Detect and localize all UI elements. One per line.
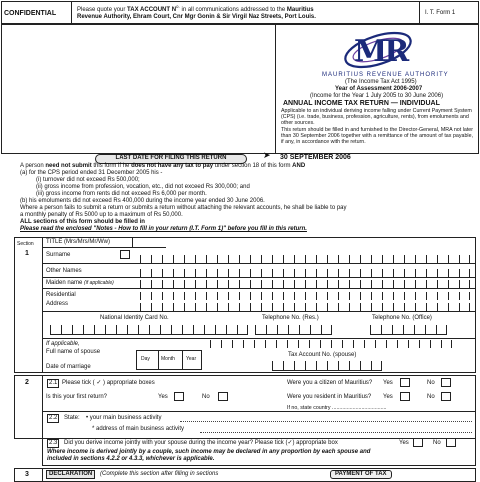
joint-yes-checkbox[interactable] (413, 438, 423, 447)
maiden-name-grid[interactable] (140, 280, 470, 288)
section-1-number: 1 (25, 250, 29, 257)
nic-label: National Identity Card No. (100, 315, 169, 321)
citizen-yes-checkbox[interactable] (400, 378, 410, 387)
joint-no-label: No (433, 440, 441, 446)
main-business-label: • your main business activity (86, 415, 162, 421)
deadline-label: LAST DATE FOR FILING THIS RETURN (95, 154, 247, 164)
first-no-checkbox[interactable] (218, 392, 228, 401)
citizen-yes-label: Yes (383, 380, 393, 386)
citizen-no-label: No (427, 380, 435, 386)
section-2-number: 2 (25, 379, 29, 386)
tel-office-grid[interactable] (370, 325, 447, 335)
s23-label: 2.3 (49, 440, 58, 446)
joint-yes-label: Yes (399, 440, 409, 446)
title-underline (42, 247, 166, 248)
spouse-tan-grid[interactable] (272, 361, 382, 371)
resident-yes-label: Yes (383, 394, 393, 400)
first-yes-label: Yes (158, 394, 168, 400)
residential-label: Residential (46, 292, 76, 298)
filing-note: This return should be filled in and furnished to the Director-General, MRA not later than 30 September 2006 together with a remittance of the amount of tax payable, if any, in accordance with the return. (281, 127, 473, 146)
logo-letters: MR (354, 34, 407, 69)
surname-label: Surname (46, 252, 71, 258)
other-names-underline (42, 277, 476, 278)
joint-no-checkbox[interactable] (446, 438, 456, 447)
tick-instruction: Please tick ( ✓ ) appropriate boxes (62, 380, 155, 386)
resident-yes-checkbox[interactable] (400, 392, 410, 401)
title-divider (132, 237, 133, 247)
address-grid-1[interactable] (140, 292, 470, 300)
nic-grid[interactable] (50, 325, 248, 335)
section-3-number: 3 (25, 471, 29, 478)
if-no-country: If no, state country ..................................... (287, 405, 387, 411)
resident-no-checkbox[interactable] (441, 392, 451, 401)
deadline-arrow-icon: ➤ (263, 151, 271, 161)
maiden-name-label: Maiden name (if applicable) (46, 280, 114, 286)
id-row-underline (42, 338, 476, 339)
first-no-label: No (202, 394, 210, 400)
tel-res-grid[interactable] (255, 325, 332, 335)
date-divider-1 (158, 350, 159, 370)
business-address-label: * address of main business activity (92, 426, 185, 432)
applicable-note: Applicable to an individual deriving income falling under Current Payment System (CPS) (i.e. trade, business, profession, agriculture, rents), from emoluments and other sources. (281, 108, 472, 127)
citizen-question: Were you a citizen of Mauritius? (287, 380, 373, 386)
state-label: State: (64, 415, 80, 421)
deadline-date: 30 SEPTEMBER 2006 (280, 154, 351, 161)
business-address-field[interactable] (200, 432, 472, 433)
spouse-name-grid[interactable] (210, 340, 452, 348)
spouse-name-label: Full name of spouse (46, 349, 101, 355)
income-period: (Income for the Year 1 July 2005 to 30 June 2006) (310, 93, 444, 99)
income-tax-act: (The Income Tax Act 1995) (345, 79, 417, 85)
date-divider-2 (182, 350, 183, 370)
payment-of-tax-label: PAYMENT OF TAX (330, 470, 392, 479)
marriage-date-label: Date of marriage (46, 364, 91, 370)
other-names-label: Other Names (46, 268, 82, 274)
notes-block: A person need not submit this form if he does not have any tax to pay under section 18 of this form AND (a) for the CPS period ended 31 December 2005 his - (i) turnover did not exceed Rs 500,000; (ii) gross income from profession, vocation, etc., did not exceed Rs 300,000; and (iii) gross income from rents did not exceed Rs 6,000 per month. (b) his emoluments did not exceed Rs 400,000 during the income year ended 30 June 2006. Where a person fails to submit a return or submits a return without attaching the relevant accounts, he shall be liable to pay a monthly penalty of Rs 5000 up to a maximum of Rs 50,000. ALL sections of this form should be filled in Please read the enclosed "Notes - How to fill in your return (I.T. Form 1)" before you fill in this return. (20, 163, 347, 232)
surname-grid[interactable] (140, 255, 470, 263)
s22-rule (42, 411, 476, 412)
section-label: Section (17, 241, 34, 247)
year-label: Year (186, 356, 197, 362)
s22-label: 2.2 (49, 415, 58, 421)
confidential-label: CONFIDENTIAL (4, 10, 57, 17)
citizen-no-checkbox[interactable] (441, 378, 451, 387)
return-title: ANNUAL INCOME TAX RETURN — INDIVIDUAL (283, 100, 440, 107)
header-divider-2 (419, 1, 420, 24)
s21-label: 2.1 (49, 380, 58, 386)
day-label: Day (141, 356, 150, 362)
form-code: I. T. Form 1 (425, 10, 456, 16)
if-applicable-label: If applicable, (46, 341, 80, 347)
declaration-instruction: (Complete this section after filling in sections (100, 471, 219, 477)
main-business-field[interactable] (180, 421, 472, 422)
first-yes-checkbox[interactable] (174, 392, 184, 401)
surname-underline (42, 263, 476, 264)
title-label: TITLE (Mrs/Mrs/Mr/Ww) (46, 239, 110, 245)
mra-logo (334, 30, 418, 70)
resident-question: Were you resident in Mauritius? (287, 394, 372, 400)
tel-res-label: Telephone No. (Res.) (262, 315, 319, 321)
maiden-underline (42, 288, 476, 289)
spouse-tan-label: Tax Account No. (spouse) (288, 352, 357, 358)
declaration-label: DECLARATION (46, 470, 95, 479)
first-return-question: Is this your first return? (46, 394, 108, 400)
tel-office-label: Telephone No. (Office) (372, 315, 432, 321)
assessment-year: Year of Assessment 2006-2007 (335, 86, 423, 92)
joint-income-question: Did you derive income jointly with your spouse during the income year? Please tick (✓) appropriate box (64, 440, 338, 446)
resident-no-label: No (427, 394, 435, 400)
month-label: Month (161, 356, 175, 362)
address-underline (42, 311, 476, 312)
surname-initial-box[interactable] (120, 250, 130, 259)
address-grid-2[interactable] (140, 303, 470, 311)
address-label: Address (46, 301, 69, 307)
section-2-divider (42, 375, 43, 439)
authority-name: MAURITIUS REVENUE AUTHORITY (322, 72, 449, 78)
header-notice: Please quote your TAX ACCOUNT $N^{o.}$ in all communications addressed to the Mauritius Revenue Authority, Ehram Court, Cnr Mgr Gonin & Sir Virgil Naz Streets, Port Louis. (77, 4, 316, 20)
other-names-grid[interactable] (140, 269, 470, 277)
section-1-divider (42, 237, 43, 373)
title-block-divider (275, 24, 276, 154)
header-divider (71, 1, 72, 24)
joint-note: Where income is derived jointly by a couple, such income may be declared in any proportion by each spouse and included in sections 4.2.2 or 4.3.3, whichever is applicable. (47, 449, 371, 462)
